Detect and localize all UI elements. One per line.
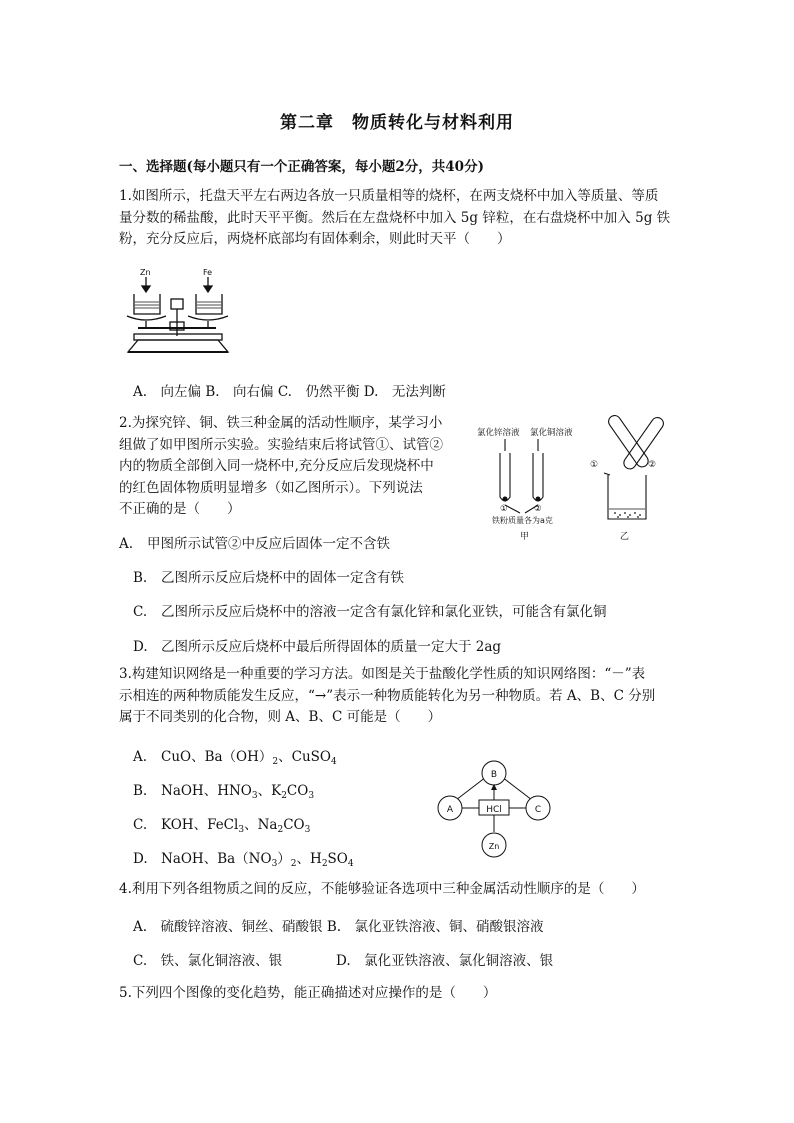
figure-caption-yi: 乙 — [620, 532, 630, 542]
pour-tube-2-number: ② — [648, 460, 657, 470]
iron-powder-note: 铁粉质量各为a克 — [492, 516, 553, 525]
question-2-option-d: D. 乙图所示反应后烧杯中最后所得固体的质量一定大于 2ag — [133, 639, 502, 655]
tube-1-number: ① — [500, 504, 508, 514]
question-2-stem — [119, 413, 469, 521]
node-a-label: A — [446, 805, 454, 815]
experiment-figure — [470, 415, 680, 545]
tube-2-solution-label: 氯化铜溶液 — [530, 428, 573, 438]
question-4-stem: 4.利用下列各组物质之间的反应，不能够验证各选项中三种金属活动性顺序的是（ ） — [119, 881, 645, 897]
question-2-option-c: C. 乙图所示反应后烧杯中的溶液一定含有氯化锌和氯化亚铁，可能含有氯化铜 — [133, 604, 607, 620]
question-3-line-2: 示相连的两种物质能发生反应，“→”表示一种物质能转化为另一种物质。若 A、B、C 分别 — [119, 687, 656, 704]
question-2-option-b: B. 乙图所示反应后烧杯中的固体一定含有铁 — [133, 570, 404, 586]
question-1-line-2: 量分数的稀盐酸，此时天平平衡。然后在左盘烧杯中加入 5g 锌粒，在右盘烧杯中加入 5g 铁 — [119, 209, 671, 226]
pour-tube-1-number: ① — [590, 460, 599, 470]
section-heading: 一、选择题(每小题只有一个正确答案，每小题2分，共40分) — [119, 159, 484, 175]
fe-label: Fe — [203, 268, 213, 277]
question-2-line-2: 组做了如甲图所示实验。实验结束后将试管①、试管② — [119, 436, 443, 453]
figure-caption-jia: 甲 — [520, 532, 530, 542]
tube-1-solution-label: 氯化锌溶液 — [477, 428, 520, 438]
question-2-line-3: 内的物质全部倒入同一烧杯中,充分反应后发现烧杯中 — [119, 458, 434, 474]
question-4-option-d: D. 氯化亚铁溶液、氯化铜溶液、银 — [336, 953, 554, 969]
question-3-stem — [119, 664, 679, 729]
question-3-option-c: C. KOH、FeCl$_3$、$Na_2CO_3$ — [133, 817, 311, 835]
question-1-options: A. 向左偏 B. 向右偏 C. 仍然平衡 D. 无法判断 — [133, 384, 446, 400]
question-2-option-a: A. 甲图所示试管②中反应后固体一定不含铁 — [119, 536, 390, 552]
question-3-option-d: D. NaOH、$Ba(NO_3)_2$、$H_2SO_4$ — [133, 851, 354, 869]
question-3-line-1: 3.构建知识网络是一种重要的学习方法。如图是关于盐酸化学性质的知识网络图：“－”表 — [119, 666, 646, 682]
page-title: 第二章 物质转化与材料利用 — [280, 113, 514, 133]
zn-label: Zn — [140, 268, 151, 277]
node-c-label: C — [534, 805, 542, 815]
zn-node-label: Zn — [488, 842, 500, 851]
hcl-network-diagram — [434, 758, 554, 858]
question-2-line-5: 不正确的是（ ） — [119, 501, 241, 517]
question-3-option-b: B. NaOH、$HNO_3$、$K_2CO_3$ — [133, 783, 315, 801]
question-3-line-3: 属于不同类别的化合物，则 A、B、C 可能是（ ） — [119, 709, 442, 725]
question-3-option-a: A. CuO、$Ba(OH)_2$、CuSO$_4$ — [133, 749, 337, 767]
question-4-options-row-1: A. 硫酸锌溶液、铜丝、硝酸银 B. 氯化亚铁溶液、铜、硝酸银溶液 — [133, 919, 544, 935]
question-1-line-3: 粉，充分反应后，两烧杯底部均有固体剩余，则此时天平（ ） — [119, 231, 511, 247]
question-4-option-c: C. 铁、氯化铜溶液、银 — [133, 953, 283, 969]
question-1-stem — [119, 186, 679, 251]
question-5-stem: 5.下列四个图像的变化趋势，能正确描述对应操作的是（ ） — [119, 985, 497, 1001]
tube-2-number: ② — [534, 504, 542, 514]
node-b-label: B — [490, 770, 498, 780]
question-2-line-4: 的红色固体物质明显增多（如乙图所示）。下列说法 — [119, 479, 423, 496]
question-2-line-1: 2.为探究锌、铜、铁三种金属的活动性顺序，某学习小 — [119, 415, 443, 431]
question-1-line-1: 1.如图所示，托盘天平左右两边各放一只质量相等的烧杯，在两支烧杯中加入等质量、等质 — [119, 188, 659, 204]
hcl-label: HCl — [486, 805, 502, 815]
balance-figure — [124, 266, 236, 358]
